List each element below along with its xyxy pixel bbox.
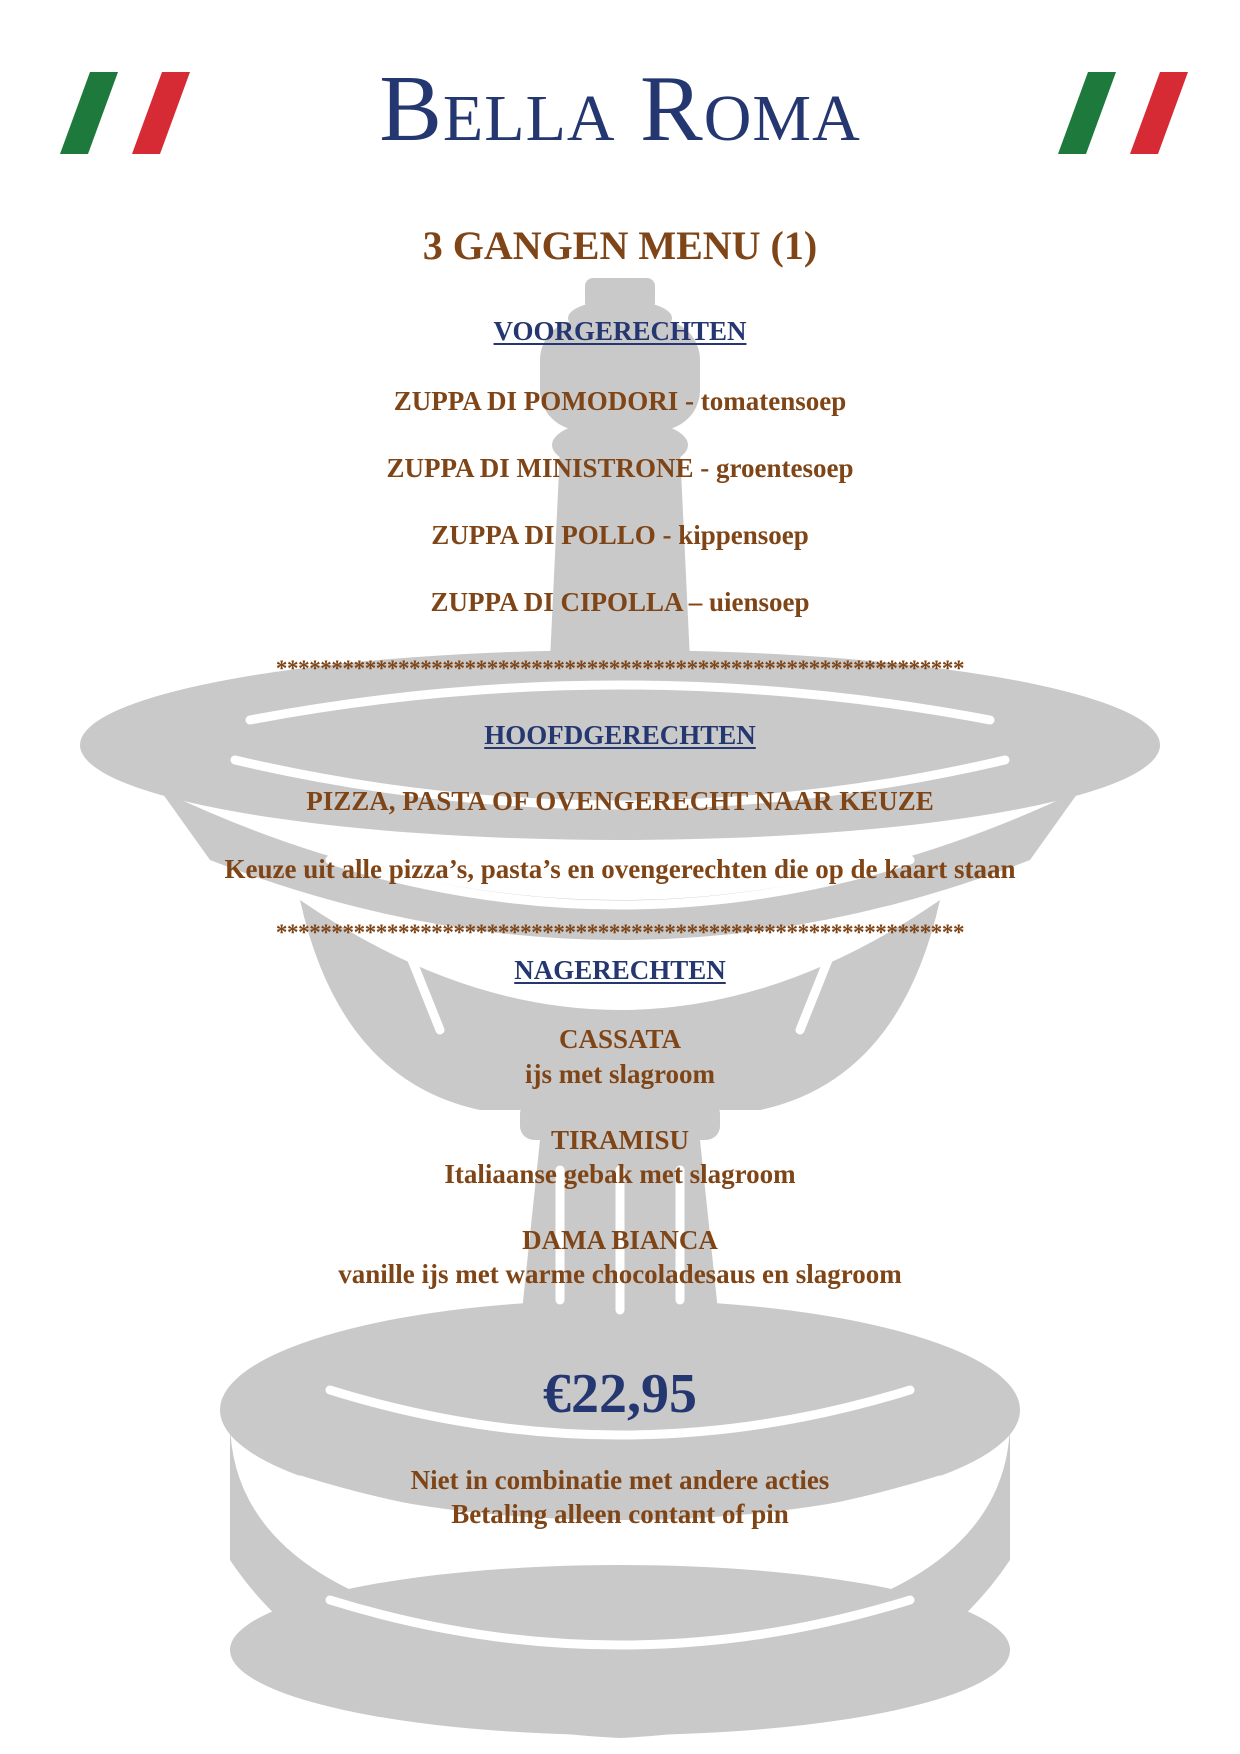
starter-item: ZUPPA DI CIPOLLA – uiensoep — [430, 587, 810, 617]
mains-heading: HOOFDGERECHTEN — [484, 720, 756, 750]
starter-item: ZUPPA DI POMODORI - tomatensoep — [393, 386, 847, 416]
dessert-name: DAMA BIANCA — [522, 1225, 718, 1255]
starter-item: ZUPPA DI MINISTRONE - groentesoep — [386, 453, 854, 483]
starter-item: ZUPPA DI POLLO - kippensoep — [431, 520, 809, 550]
menu-price: €22,95 — [543, 1363, 697, 1425]
dessert-description: ijs met slagroom — [525, 1059, 715, 1089]
starters-heading: VOORGERECHTEN — [493, 316, 747, 346]
mains-description: Keuze uit alle pizza’s, pasta’s en ovengerechten die op de kaart staan — [224, 854, 1016, 884]
dessert-description: Italiaanse gebak met slagroom — [444, 1159, 796, 1189]
mains-line: PIZZA, PASTA OF OVENGERECHT NAAR KEUZE — [306, 786, 934, 816]
note-line: Niet in combinatie met andere acties — [410, 1465, 830, 1495]
restaurant-logo-title: Bella Roma — [379, 57, 861, 161]
note-line: Betaling alleen contant of pin — [451, 1499, 789, 1529]
separator-2: ************************************************************** — [275, 920, 965, 945]
menu-title: 3 GANGEN MENU (1) — [422, 223, 818, 268]
desserts-heading: NAGERECHTEN — [514, 955, 726, 985]
dessert-name: TIRAMISU — [550, 1125, 690, 1155]
dessert-description: vanille ijs met warme chocoladesaus en slagroom — [338, 1259, 902, 1289]
separator-1: ************************************************************** — [275, 656, 965, 681]
dessert-name: CASSATA — [558, 1024, 682, 1054]
